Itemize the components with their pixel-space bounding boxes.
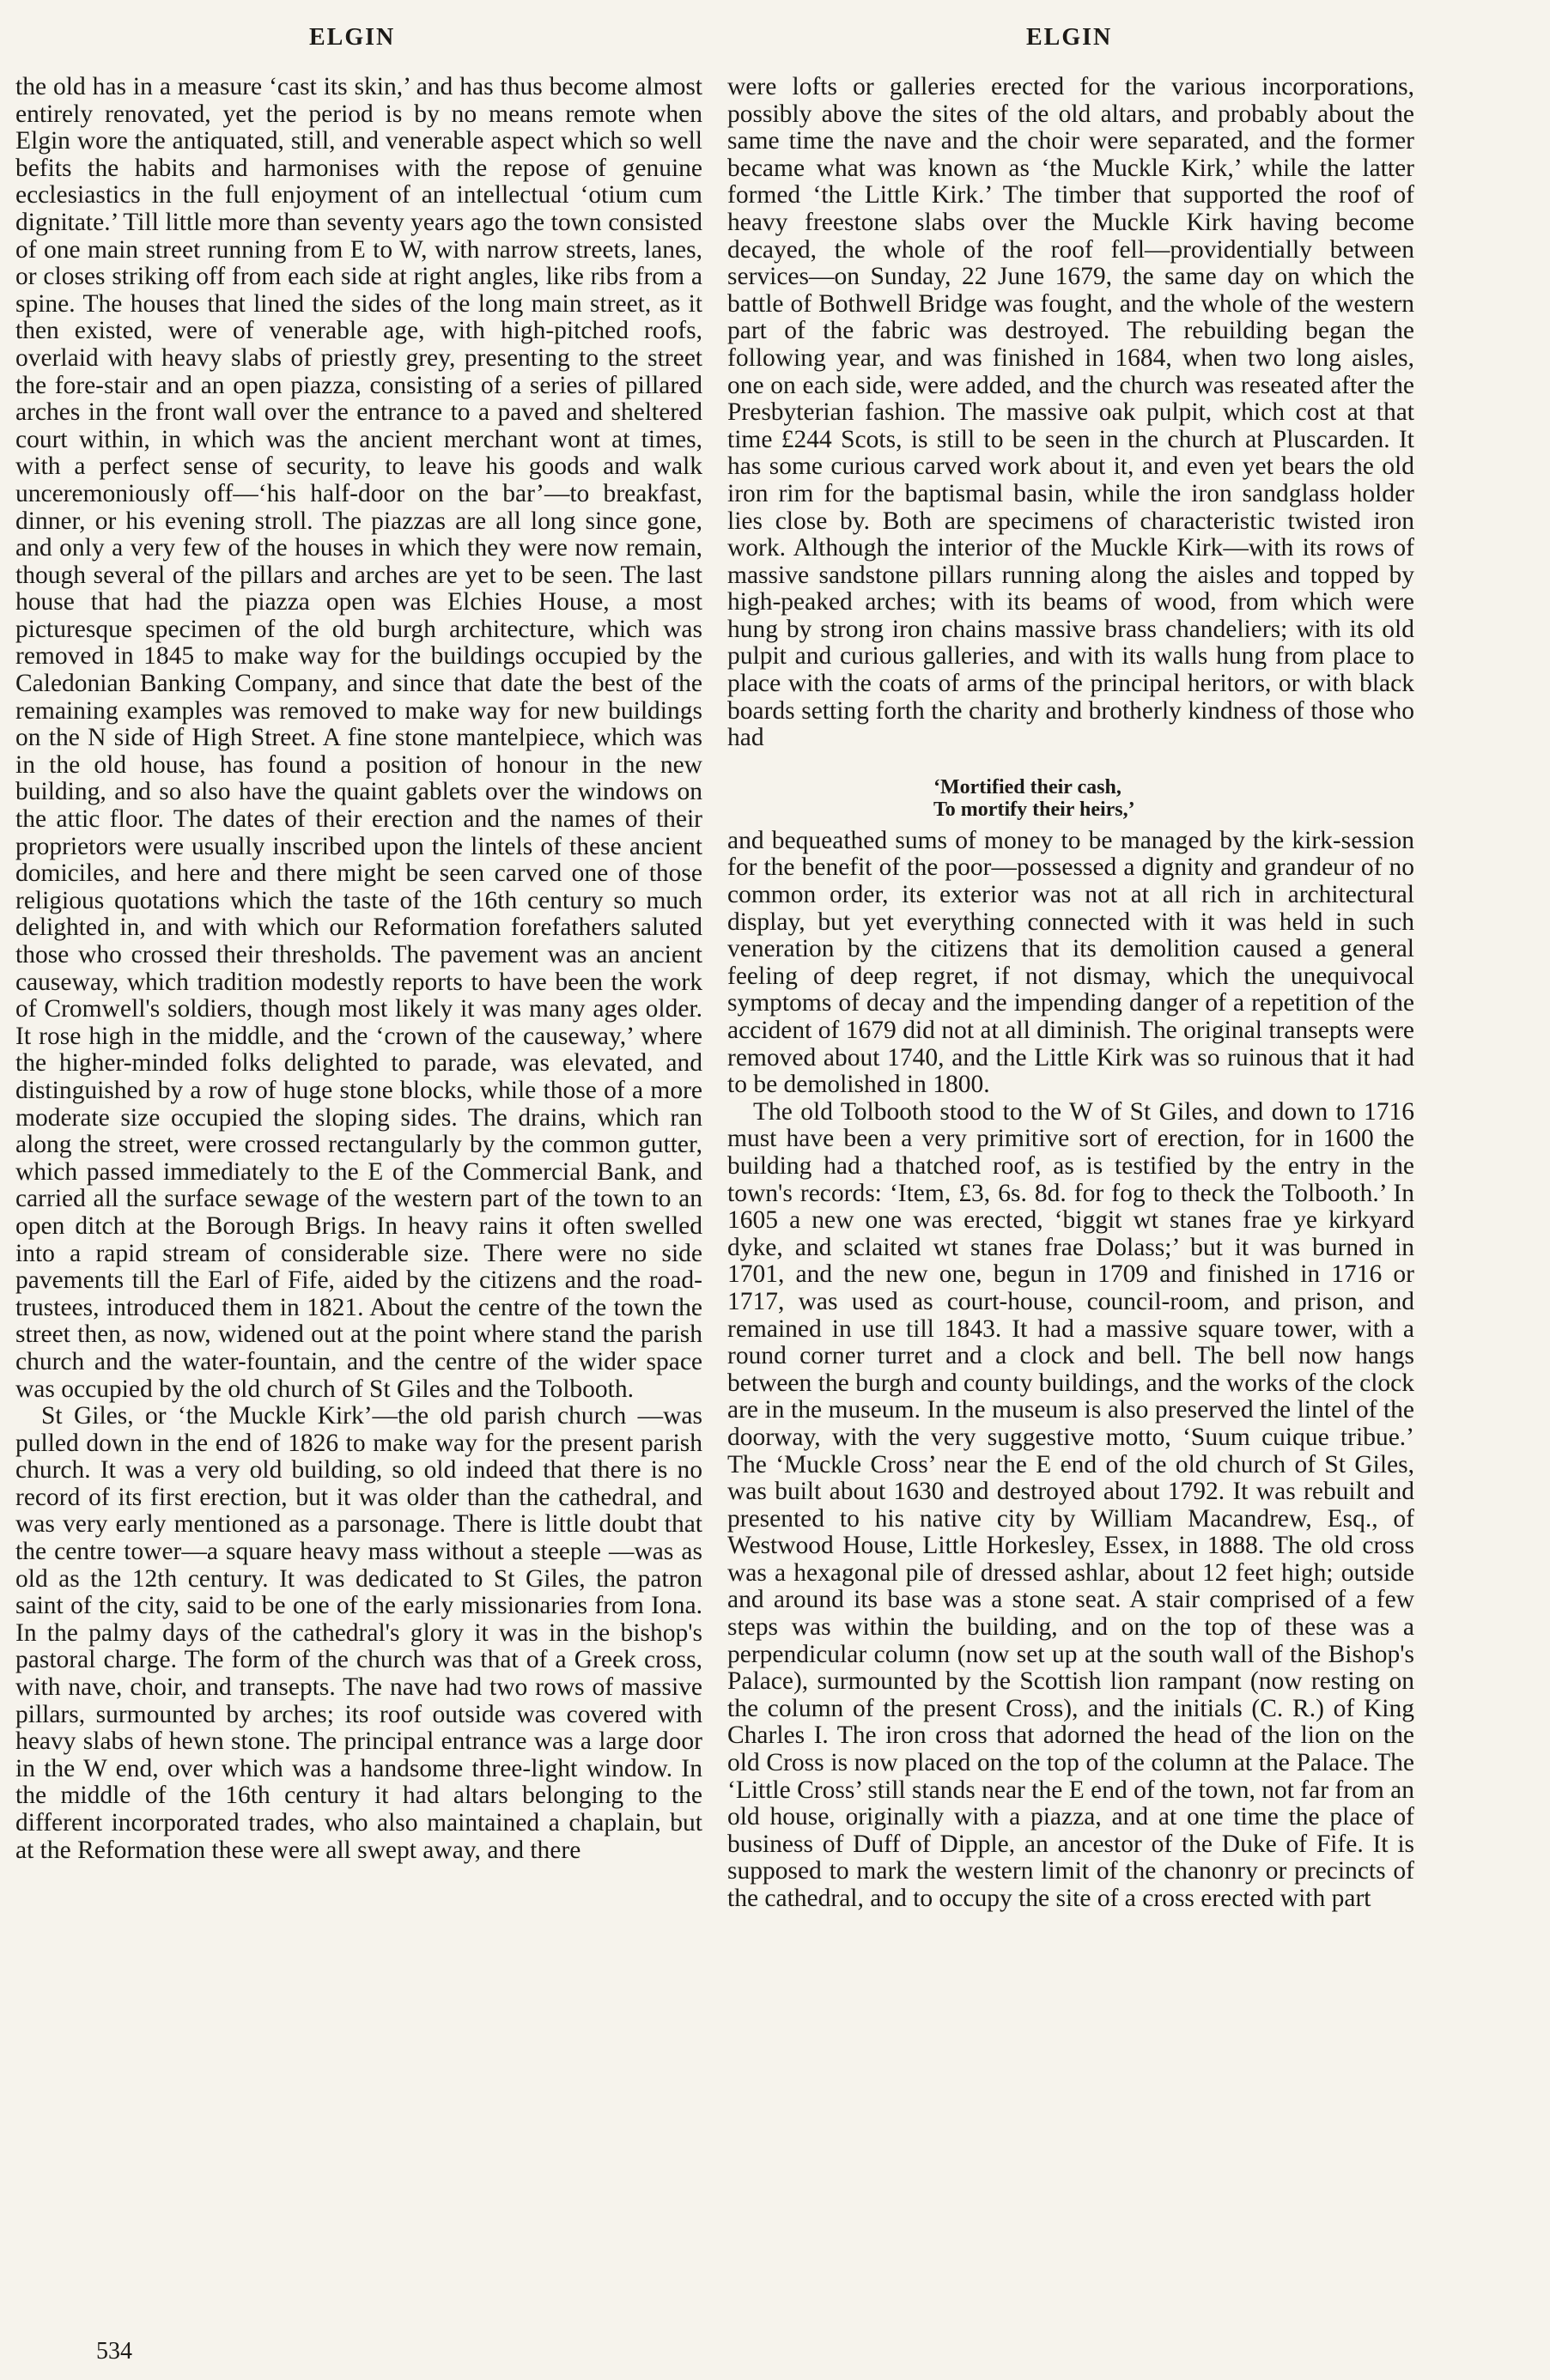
verse-quote-line-1: ‘Mortified their cash, (933, 775, 1121, 798)
right-paragraph-3: The old Tolbooth stood to the W of St Giles, and down to 1716 must have been a very primitive sort of erection, for in 1600 the building had a thatched roof, as is testified by the entry in the town's records: ‘Item, £3, 6s. 8d. for fog to theck the Tolbooth.’ In 1605 a new one was erected, ‘biggit wt stanes frae ye kirkyard dyke, and sclaited wt stanes frae Dolass;’ but it was burned in 1701, and the new one, begun in 1709 and finished in 1716 or 1717, was used as court-house, council-room, and prison, and remained in use till 1843. It had a massive square tower, with a round corner turret and a clock and bell. The bell now hangs between the burgh and county buildings, and the works of the clock are in the museum. In the museum is also preserved the lintel of the doorway, with the very suggestive motto, ‘Suum cuique tribue.’ The ‘Muckle Cross’ near the E end of the old church of St Giles, was built about 1630 and destroyed about 1792. It was rebuilt and presented to his native city by William Macandrew, Esq., of Westwood House, Little Horkesley, Essex, in 1888. The old cross was a hexagonal pile of dressed ashlar, about 12 feet high; outside and around its base was a stone seat. A stair comprised of a few steps was within the building, and on the top of these was a perpendicular column (now set up at the south wall of the Bishop's Palace), surmounted by the Scottish lion rampant (now resting on the column of the present Cross), and the initials (C. R.) of King Charles I. The iron cross that adorned the head of the lion on the old Cross is now placed on the top of the column at the Palace. The ‘Little Cross’ still stands near the E end of the town, not far from an old house, originally with a piazza, and at one time the place of business of Duff of Dipple, an ancestor of the Duke of Fife. It is supposed to mark the western limit of the chanonry or precincts of the cathedral, and to occupy the site of a cross erected with part (727, 1097, 1414, 1912)
left-paragraph-2: St Giles, or ‘the Muckle Kirk’—the old parish church —was pulled down in the end of 1826 to make way for the present parish church. It was a very old building, so old indeed that there is no record of its first erection, but it was older than the cathedral, and was very early mentioned as a parsonage. There is little doubt that the centre tower—a square heavy mass without a steeple —was as old as the 12th century. It was dedicated to St Giles, the patron saint of the city, said to be one of the early missionaries from Iona. In the palmy days of the cathedral's glory it was in the bishop's pastoral charge. The form of the church was that of a Greek cross, with nave, choir, and transepts. The nave had two rows of massive pillars, surmounted by arches; its roof outside was covered with heavy slabs of hewn stone. The principal entrance was a large door in the W end, over which was a handsome three-light window. In the middle of the 16th century it had altars belonging to the different incorporated trades, who also maintained a chaplain, but at the Reformation these were all swept away, and there (15, 1402, 702, 1864)
right-paragraph-2: and bequeathed sums of money to be managed by the kirk-session for the benefit of the poor—possessed a dignity and grandeur of no common order, its exterior was not at all rich in architectural display, but yet everything connected with it was held in such veneration by the citizens that its demolition caused a general feeling of deep regret, if not dismay, which the unequivocal symptoms of decay and the impending danger of a repetition of the accident of 1679 did not at all diminish. The original transepts were removed about 1740, and the Little Kirk was so ruinous that it had to be demolished in 1800. (727, 826, 1414, 1099)
verse-quote (933, 776, 1414, 821)
page-number: 534 (96, 2338, 132, 2365)
left-paragraph-1: the old has in a measure ‘cast its skin,’ and has thus become almost entirely renovated, yet the period is by no means remote when Elgin wore the antiquated, still, and venerable aspect which so well befits the habits and harmonises with the repose of genuine ecclesiastics in the full enjoyment of an intellectual ‘otium cum dignitate.’ Till little more than seventy years ago the town consisted of one main street running from E to W, with narrow streets, lanes, or closes striking off from each side at right angles, like ribs from a spine. The houses that lined the sides of the long main street, as it then existed, were of venerable age, with high-pitched roofs, overlaid with heavy slabs of priestly grey, presenting to the street the fore-stair and an open piazza, consisting of a series of pillared arches in the front wall over the entrance to a paved and sheltered court within, in which was the ancient merchant wont at times, with a perfect sense of security, to leave his goods and walk unceremoniously off—‘his half-door on the bar’—to breakfast, dinner, or his evening stroll. The piazzas are all long since gone, and only a very few of the houses in which they were now remain, though several of the pillars and arches are yet to be seen. The last house that had the piazza open was Elchies House, a most picturesque specimen of the old burgh architecture, which was removed in 1845 to make way for the buildings occupied by the Caledonian Banking Company, and since that date the best of the remaining examples was removed to make way for new buildings on the N side of High Street. A fine stone mantelpiece, which was in the old house, has found a position of honour in the new building, and so also have the quaint gablets over the windows on the attic floor. The dates of their erection and the names of their proprietors were usually inscribed upon the lintels of these ancient domiciles, and here and there might be seen carved one of those religious quotations which the taste of the 16th century so much delighted in, and with which our Reformation forefathers saluted those who crossed their thresholds. The pavement was an ancient causeway, which tradition modestly reports to have been the work of Cromwell's soldiers, though most likely it was many ages older. It rose high in the middle, and the ‘crown of the causeway,’ where the higher-minded folks delighted to parade, was elevated, and distinguished by a row of huge stone blocks, while those of a more moderate size occupied the sloping sides. The drains, which ran along the street, were crossed rectangularly by the common gutter, which passed immediately to the E of the Commercial Bank, and carried all the surface sewage of the western part of the town to an open ditch at the Borough Brigs. In heavy rains it often swelled into a rapid stream of considerable size. There were no side pavements till the Earl of Fife, aided by the citizens and the road-trustees, introduced them in 1821. About the centre of the town the street then, as now, widened out at the point where stand the parish church and the water-fountain, and the centre of the wider space was occupied by the old church of St Giles and the Tolbooth. (15, 73, 702, 1403)
verse-quote-line-2: To mortify their heirs,’ (933, 798, 1135, 821)
right-paragraph-1: were lofts or galleries erected for the various incorporations, possibly above the sites of the old altars, and probably about the same time the nave and the choir were separated, and the former became what was known as ‘the Muckle Kirk,’ while the latter formed ‘the Little Kirk.’ The timber that supported the roof of heavy freestone slabs over the Muckle Kirk having become decayed, the whole of the roof fell—providentially between services—on Sunday, 22 June 1679, the same day on which the battle of Bothwell Bridge was fought, and the whole of the western part of the fabric was destroyed. The rebuilding began the following year, and was finished in 1684, when two long aisles, one on each side, were added, and the church was reseated after the Presbyterian fashion. The massive oak pulpit, which cost at that time £244 Scots, is still to be seen in the church at Pluscarden. It has some curious carved work about it, and even yet bears the old iron rim for the baptismal basin, while the iron sandglass holder lies close by. Both are specimens of characteristic twisted iron work. Although the interior of the Muckle Kirk—with its rows of massive sandstone pillars running along the aisles and topped by high-peaked arches; with its beams of wood, from which were hung by strong iron chains massive brass chandeliers; with its old pulpit and curious galleries, and with its walls hung from place to place with the coats of arms of the principal heritors, or with black boards setting forth the charity and brotherly kindness of those who had (727, 73, 1414, 752)
running-header-left: ELGIN (309, 24, 396, 51)
left-column (15, 74, 702, 1864)
right-column (727, 74, 1414, 1913)
running-header-right: ELGIN (1026, 24, 1113, 51)
